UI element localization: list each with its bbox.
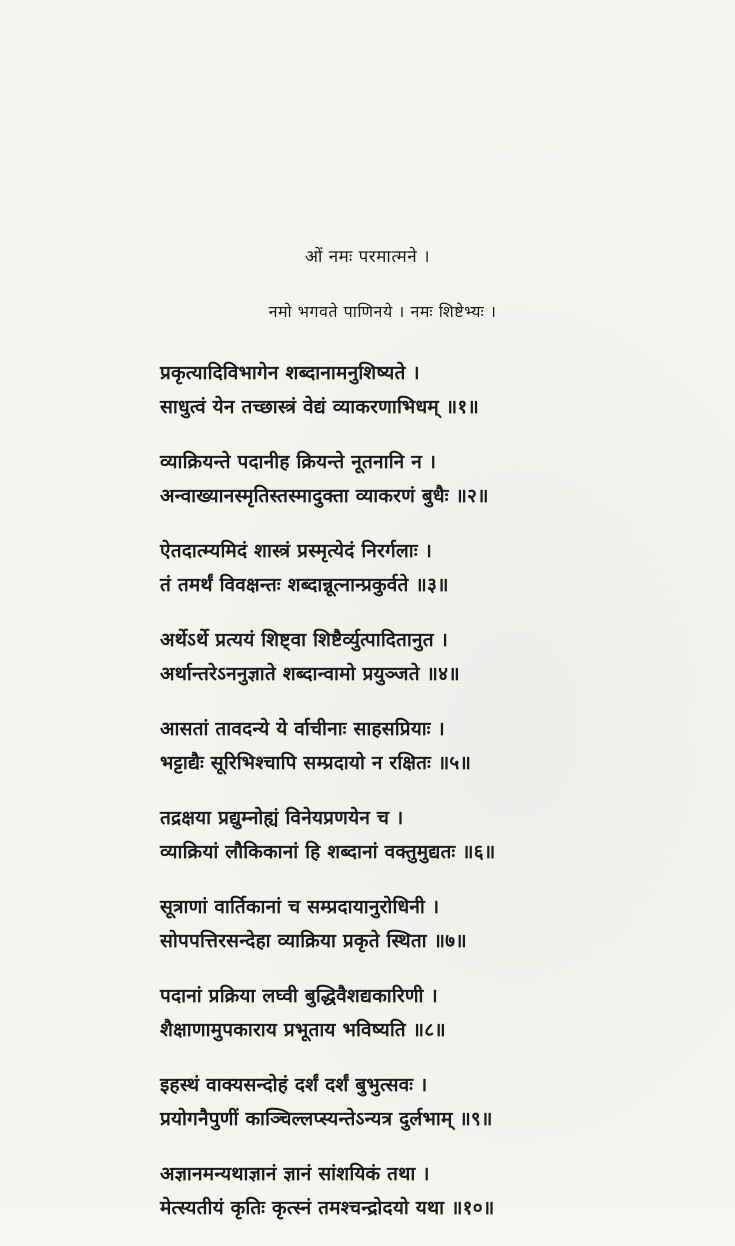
verse-6	[160, 801, 590, 869]
verse-7	[160, 890, 590, 958]
verse-2-line-2: अन्वाख्यानस्मृतिस्तस्मादुक्ता व्याकरणं बुधैः ॥२॥	[160, 485, 489, 507]
verse-4	[160, 623, 590, 691]
verse-1-line-2: साधुत्वं येन तच्छास्त्रं वेद्यं व्याकरणाभिधम् ॥१॥	[160, 396, 479, 418]
verse-7-line-2: सोपपत्तिरसन्देहा व्याक्रिया प्रकृते स्थिता ॥७॥	[160, 930, 467, 952]
verse-8	[160, 979, 590, 1047]
verse-1-line-1: प्रकृत्यादिविभागेन शब्दानामनुशिष्यते ।	[160, 362, 420, 384]
verse-6-line-1: तद्रक्षया प्रद्युम्नोह्यं विनेयप्रणयेन च ।	[160, 807, 404, 829]
verse-8-line-1: पदानां प्रक्रिया लघ्वी बुद्धिवैशद्यकारिणी ।	[160, 985, 438, 1007]
verse-10-line-2: मेत्स्यतीयं कृतिः कृत्स्नं तमश्चन्द्रोदयो यथा ॥१०॥	[160, 1197, 495, 1219]
verse-4-line-1: अर्थेऽर्थे प्रत्ययं शिष्ट्वा शिष्टैर्व्युत्पादितानुत ।	[160, 629, 448, 651]
invocation-line-2: नमो भगवते पाणिनये । नमः शिष्टेभ्यः ।	[268, 302, 497, 321]
verse-7-line-1: सूत्राणां वार्तिकानां च सम्प्रदायानुरोधिनी ।	[160, 896, 440, 918]
verse-6-line-2: व्याक्रियां लौकिकानां हि शब्दानां वक्तुमुद्यतः ॥६॥	[160, 841, 496, 863]
verse-10-line-1: अज्ञानमन्यथाज्ञानं ज्ञानं सांशयिकं तथा ।	[160, 1163, 430, 1185]
invocation-line-1: ओं नमः परमात्मने ।	[304, 247, 431, 267]
verse-2-line-1: व्याक्रियन्ते पदानीह क्रियन्ते नूतनानि न ।	[160, 451, 437, 473]
verse-2	[160, 445, 590, 513]
verse-5-line-2: भट्टाद्यैः सूरिभिश्चापि सम्प्रदायो न रक्षितः ॥५॥	[160, 752, 472, 774]
verse-5-line-1: आसतां तावदन्ये ये र्वाचीनाः साहसप्रियाः ।	[160, 718, 445, 740]
verse-8-line-2: शैक्षाणामुपकाराय प्रभूताय भविष्यति ॥८॥	[160, 1019, 446, 1041]
verse-9-line-2: प्रयोगनैपुणीं काञ्चिल्लप्स्यन्तेऽन्यत्र दुर्लभाम् ॥९॥	[160, 1108, 493, 1130]
verse-9-line-1: इहस्थं वाक्यसन्दोहं दर्शं दर्शं बुभुत्सवः ।	[160, 1074, 428, 1096]
verse-5	[160, 712, 590, 780]
verse-1	[160, 356, 590, 424]
verse-3-line-1: ऐतदात्म्यमिदं शास्त्रं प्रस्मृत्येदं निरर्गलाः ।	[160, 540, 432, 562]
verse-4-line-2: अर्थान्तरेऽननुज्ञाते शब्दान्वामो प्रयुञ्जते ॥४॥	[160, 663, 460, 685]
verse-3	[160, 534, 590, 602]
verse-3-line-2: तं तमर्थं विवक्षन्तः शब्दान्नूत्नान्प्रकुर्वते ॥३॥	[160, 574, 449, 596]
verse-10	[160, 1157, 590, 1225]
verse-list	[160, 356, 590, 1246]
verse-9	[160, 1068, 590, 1136]
